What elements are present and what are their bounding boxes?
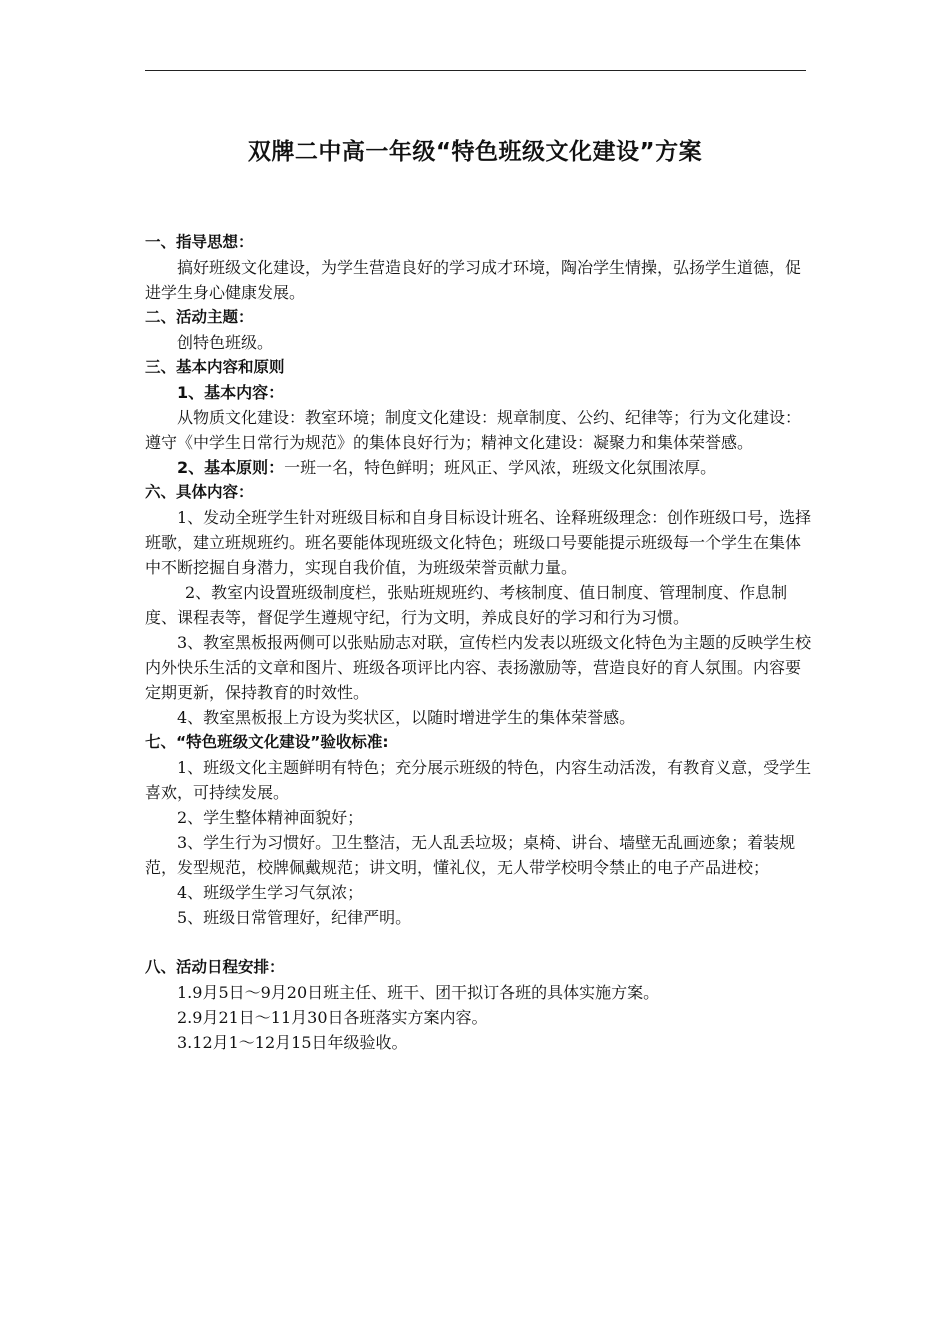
section-heading-guiding: 一、指导思想： <box>145 233 254 251</box>
standard-item: 1、班级文化主题鲜明有特色；充分展示班级的特色，内容生动活泼，有教育义意，受学生喜欢，可持续发展。 <box>145 758 812 802</box>
document-title: 双牌二中高一年级“特色班级文化建设”方案 <box>247 139 703 165</box>
standard-item: 2、学生整体精神面貌好； <box>177 808 364 827</box>
document-body <box>145 230 813 1055</box>
section-heading-schedule: 八、活动日程安排： <box>145 958 285 976</box>
section-heading-basics: 三、基本内容和原则 <box>145 358 285 376</box>
detail-item: 2、教室内设置班级制度栏，张贴班规班约、考核制度、值日制度、管理制度、作息制度、课程表等，督促学生遵规守纪，行为文明，养成良好的学习和行为习惯。 <box>145 583 788 627</box>
standard-item: 5、班级日常管理好，纪律严明。 <box>177 908 412 927</box>
section-heading-standards: 七、“特色班级文化建设”验收标准: <box>145 733 389 751</box>
detail-item: 3、教室黑板报两侧可以张贴励志对联，宣传栏内发表以班级文化特色为主题的反映学生校内外快乐生活的文章和图片、班级各项评比内容、表扬激励等，营造良好的育人氛围。内容要定期更新，保持教育的时效性。 <box>145 633 812 702</box>
subheading-basic-principle: 2、基本原则： <box>177 458 285 477</box>
section-text-guiding: 搞好班级文化建设，为学生营造良好的学习成才环境，陶冶学生情操，弘扬学生道德，促进学生身心健康发展。 <box>145 258 802 302</box>
section-heading-theme: 二、活动主题： <box>145 308 254 326</box>
standard-item: 3、学生行为习惯好。卫生整洁，无人乱丢垃圾；桌椅、讲台、墙壁无乱画迹象；着装规范，发型规范，校牌佩戴规范；讲文明，懂礼仪，无人带学校明令禁止的电子产品进校； <box>145 833 796 877</box>
schedule-item: 3.12月1～12月15日年级验收。 <box>177 1033 408 1052</box>
detail-item: 4、教室黑板报上方设为奖状区，以随时增进学生的集体荣誉感。 <box>177 708 636 727</box>
section-text-theme: 创特色班级。 <box>177 333 274 352</box>
basic-principle-text: 一班一名，特色鲜明；班风正、学风浓，班级文化氛围浓厚。 <box>284 458 717 477</box>
standard-item: 4、班级学生学习气氛浓； <box>177 883 364 902</box>
section-heading-details: 六、具体内容： <box>145 483 254 501</box>
detail-item: 1、发动全班学生针对班级目标和自身目标设计班名、诠释班级理念：创作班级口号，选择班歌，建立班规班约。班名要能体现班级文化特色；班级口号要能提示班级每一个学生在集体中不断挖掘自身潜力，实现自我价值，为班级荣誉贡献力量。 <box>145 508 812 577</box>
header-rule <box>145 70 806 71</box>
basic-content-text: 从物质文化建设：教室环境；制度文化建设：规章制度、公约、纪律等；行为文化建设：遵守《中学生日常行为规范》的集体良好行为；精神文化建设：凝聚力和集体荣誉感。 <box>145 408 802 452</box>
blank-line <box>145 930 813 955</box>
schedule-item: 1.9月5日～9月20日班主任、班干、团干拟订各班的具体实施方案。 <box>177 983 660 1002</box>
basic-principle-line <box>145 455 813 480</box>
schedule-item: 2.9月21日～11月30日各班落实方案内容。 <box>177 1008 488 1027</box>
subheading-basic-content: 1、基本内容： <box>177 383 285 402</box>
